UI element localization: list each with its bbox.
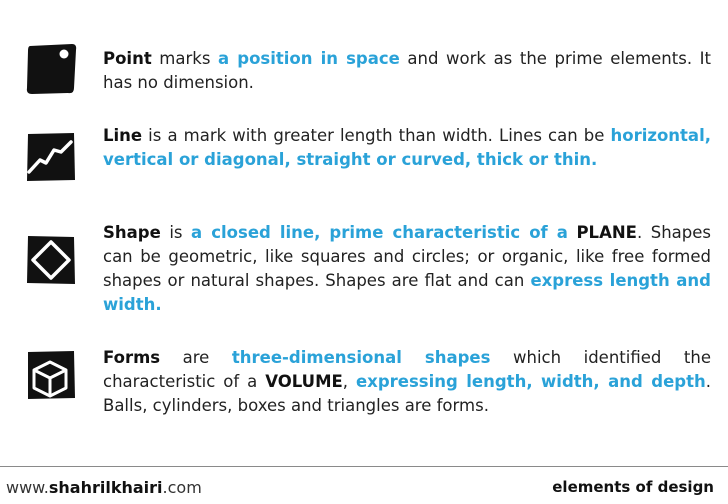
shape-plane: PLANE xyxy=(576,223,637,242)
forms-text-3: , xyxy=(342,372,356,391)
shape-paragraph xyxy=(103,221,711,317)
footer-divider xyxy=(0,466,728,467)
forms-text-2: which identified the characteristic of a xyxy=(103,348,711,391)
point-icon xyxy=(24,42,78,96)
line-highlight: horizontal, vertical or diagonal, straight or curved, thick or thin. xyxy=(103,126,711,169)
line-text-1: is a mark with greater length than width. Lines can be xyxy=(142,126,611,145)
point-paragraph xyxy=(103,47,711,95)
line-paragraph xyxy=(103,124,711,172)
forms-volume: VOLUME xyxy=(265,372,343,391)
point-text-2: and work as the prime elements. It has no dimension. xyxy=(103,49,711,92)
shape-text-3: . Shapes can be geometric, like squares and circles; or organic, like free formed shapes or natural shapes. Shapes are flat and can xyxy=(103,223,711,290)
footer-section-title: elements of design xyxy=(552,478,714,496)
line-term: Line xyxy=(103,126,143,145)
line-icon xyxy=(24,130,78,184)
shape-term: Shape xyxy=(103,223,161,242)
forms-paragraph xyxy=(103,346,711,418)
website-name: shahrilkhairi xyxy=(48,478,163,497)
footer-website[interactable] xyxy=(6,478,202,497)
point-highlight: a position in space xyxy=(218,49,400,68)
website-suffix: .com xyxy=(162,478,202,497)
website-prefix: www. xyxy=(6,478,49,497)
forms-term: Forms xyxy=(103,348,161,367)
form-icon xyxy=(24,348,78,402)
shape-icon xyxy=(24,233,78,287)
forms-text-1: are xyxy=(160,348,232,367)
point-text-1: marks xyxy=(151,49,219,68)
shape-text-1: is xyxy=(160,223,192,242)
forms-text-4: . Balls, cylinders, boxes and triangles are forms. xyxy=(103,372,711,415)
forms-highlight-1: three-dimensional shapes xyxy=(231,348,491,367)
shape-highlight-1: a closed line, prime characteristic of a xyxy=(191,223,568,242)
point-term: Point xyxy=(103,49,152,68)
shape-highlight-2: express length and width. xyxy=(103,271,711,314)
forms-highlight-2: expressing length, width, and depth xyxy=(355,372,706,391)
